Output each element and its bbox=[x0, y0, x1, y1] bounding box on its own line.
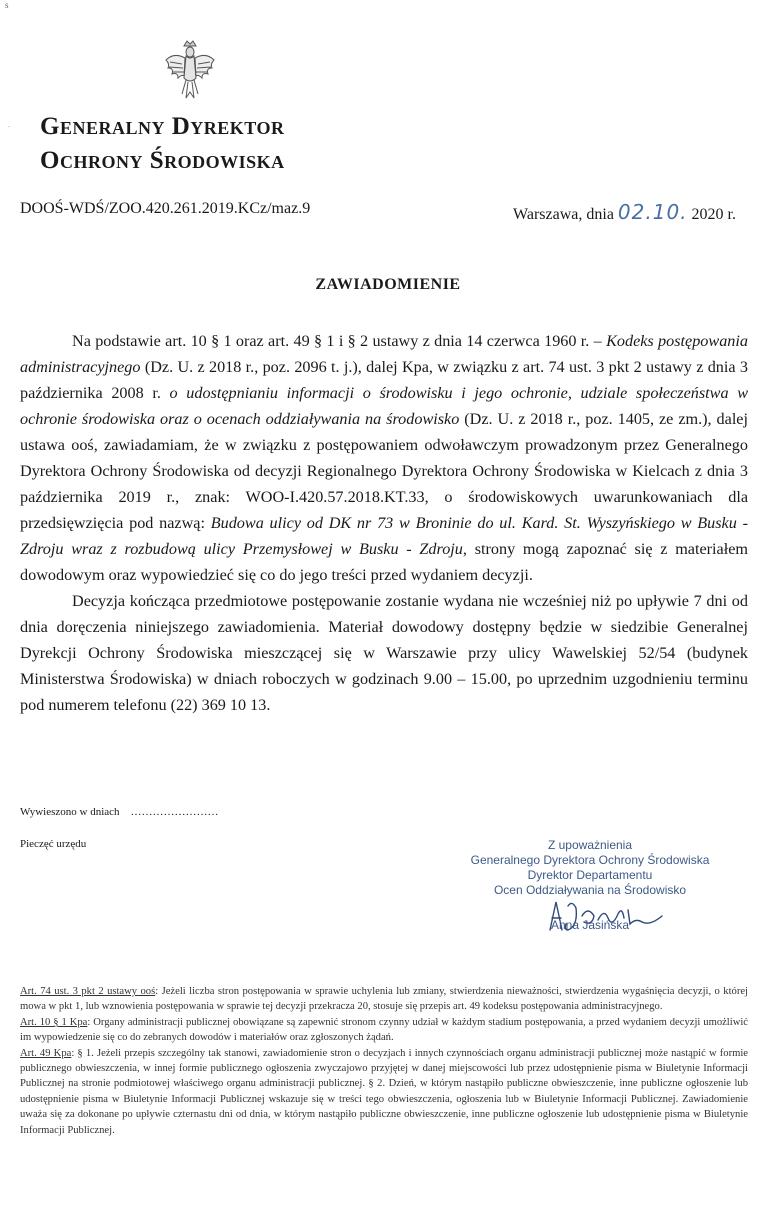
margin-mark: . bbox=[8, 120, 10, 129]
organization-name-line1: Generalny Dyrektor bbox=[40, 113, 285, 140]
p1-text-c: (Dz. U. z 2018 r., poz. 2096 t. j.), dalej Kpa, w związku z art. 74 ust. 3 pkt 2 ustawy z dnia 3 października 2008 r. bbox=[20, 358, 748, 402]
footnote-art49-text: : § 1. Jeżeli przepis szczególny tak stanowi, zawiadomienie stron o decyzjach i innych czynnościach organu administracji publicznej może nastąpić w formie publicznego obwieszczenia, w innej formie publicznego ogłoszenia zwyczajowo przyjętej w danej miejscowości lub przez udostępnienie pisma w Biuletynie Informacji Publicznej na stronie podmiotowej właściwego organu administracji publicznej. § 2. Dzień, w którym nastąpiło publiczne obwieszczenie, inne publiczne ogłoszenie lub udostępnienie pisma w Biuletynie Informacji Publicznej wskazuje się w treści tego obwieszczenia, ogłoszenia lub w Biuletynie Informacji Publicznej. Zawiadomienie uważa się za dokonane po upływie czternastu dni od dnia, w którym nastąpiło publiczne obwieszczenie, inne publiczne ogłoszenie lub udostępnienie pisma w Biuletynie Informacji Publicznej. bbox=[20, 1047, 748, 1136]
footnote-art10-text: : Organy administracji publicznej obowiązane są zapewnić stronom czynny udział w każdym stadium postępowania, a przed wydaniem decyzji umożliwić im wypowiedzenie się co do zebranych dowodów i materiałów oraz zgłoszonych żądań. bbox=[20, 1016, 748, 1044]
handwritten-date: 02.10. bbox=[617, 200, 688, 224]
authorization-line4: Ocen Oddziaływania na Środowisko bbox=[493, 883, 687, 897]
p1-text-g: , strony mogą zapoznać się z materiałem dowodowym oraz wypowiedzieć się co do jego treści przed wydaniem decyzji. bbox=[20, 540, 749, 584]
organization-name-line2: Ochrony Środowiska bbox=[40, 147, 285, 174]
footnote-art10 bbox=[20, 1015, 748, 1046]
corner-mark: s bbox=[5, 0, 9, 10]
footnote-art74-label: Art. 74 ust. 3 pkt 2 ustawy ooś bbox=[20, 986, 156, 997]
p1-text-a: Na podstawie art. 10 § 1 oraz art. 49 § 1 i § 2 ustawy z dnia 14 czerwca 1960 r. – bbox=[72, 332, 607, 350]
authorization-stamp bbox=[440, 838, 740, 898]
p1-kpa-title: Kodeks postępowania administracyjnego bbox=[20, 332, 748, 376]
document-date bbox=[513, 200, 736, 224]
authorization-line3: Dyrektor Departamentu bbox=[527, 868, 653, 882]
organization-name bbox=[40, 110, 285, 178]
date-suffix: 2020 r. bbox=[691, 206, 736, 223]
footnote-art49 bbox=[20, 1046, 748, 1138]
office-stamp-label: Pieczęć urzędu bbox=[20, 838, 87, 850]
signer-name: Anna Jasińska bbox=[550, 918, 630, 932]
legal-footnotes bbox=[20, 984, 748, 1138]
notice-body bbox=[20, 328, 748, 718]
footnote-art74-text: : Jeżeli liczba stron postępowania w sprawie uchylenia lub zmiany, stwierdzenia nieważności, stwierdzenia wygaśnięcia decyzji, o której mowa w pkt 1, lub wznowienia postępowania w sprawie tej decyzji przekracza 20, stosuje się przepis art. 49 kodeksu postępowania administracyjnego. bbox=[20, 986, 748, 1013]
p1-text-e: (Dz. U. z 2018 r., poz. 1405, ze zm.), dalej ustawa ooś, zawiadamiam, że w związku z postępowaniem odwoławczym prowadzonym przez Generalnego Dyrektora Ochrony Środowiska od decyzji Regionalnego Dyrektora Ochrony Środowiska w Kielcach z dnia 3 października 2019 r., znak: WOO-I.420.57.2018.KT.33, o środowiskowych uwarunkowaniach dla przedsięwzięcia pod nazwą: bbox=[20, 410, 748, 532]
posted-dates-field bbox=[20, 806, 219, 818]
authorization-line2: Generalnego Dyrektora Ochrony Środowiska bbox=[470, 853, 710, 867]
authorization-line1: Z upoważnienia bbox=[547, 838, 633, 852]
posted-dates-placeholder: …………………… bbox=[130, 806, 219, 818]
p1-project-name: Budowa ulicy od DK nr 73 w Broninie do ul. Kard. St. Wyszyńskiego w Busku - Zdroju wraz z rozbudową ulicy Przemysłowej w Busku - Zdroju bbox=[20, 514, 748, 558]
polish-eagle-emblem-icon bbox=[164, 38, 216, 100]
paragraph-decision-info: Decyzja kończąca przedmiotowe postępowanie zostanie wydana nie wcześniej niż po upływie 7 dni od dnia doręczenia niniejszego zawiadomienia. Materiał dowodowy dostępny będzie w siedzibie Generalnej Dyrekcji Ochrony Środowiska mieszczącej się w Warszawie przy ulicy Wawelskiej 52/54 (budynek Ministerstwa Środowiska) w dniach roboczych w godzinach 9.00 – 15.00, po uprzednim uzgodnieniu terminu pod numerem telefonu (22) 369 10 13. bbox=[20, 592, 748, 714]
footnote-art10-label: Art. 10 § 1 Kpa bbox=[20, 1016, 88, 1028]
footnote-art74 bbox=[20, 984, 748, 1015]
case-reference-number: DOOŚ-WDŚ/ZOO.420.261.2019.KCz/maz.9 bbox=[20, 200, 311, 217]
posted-dates-label: Wywieszono w dniach bbox=[20, 806, 120, 818]
document-title: ZAWIADOMIENIE bbox=[315, 276, 461, 293]
date-prefix: Warszawa, dnia bbox=[513, 206, 614, 223]
paragraph-legal-basis bbox=[20, 328, 748, 588]
footnote-art49-label: Art. 49 Kpa bbox=[20, 1047, 72, 1059]
p1-act-title: o udostępnianiu informacji o środowisku i jego ochronie, udziale społeczeństwa w ochronie środowiska oraz o ocenach oddziaływania na środowisko bbox=[20, 384, 748, 428]
